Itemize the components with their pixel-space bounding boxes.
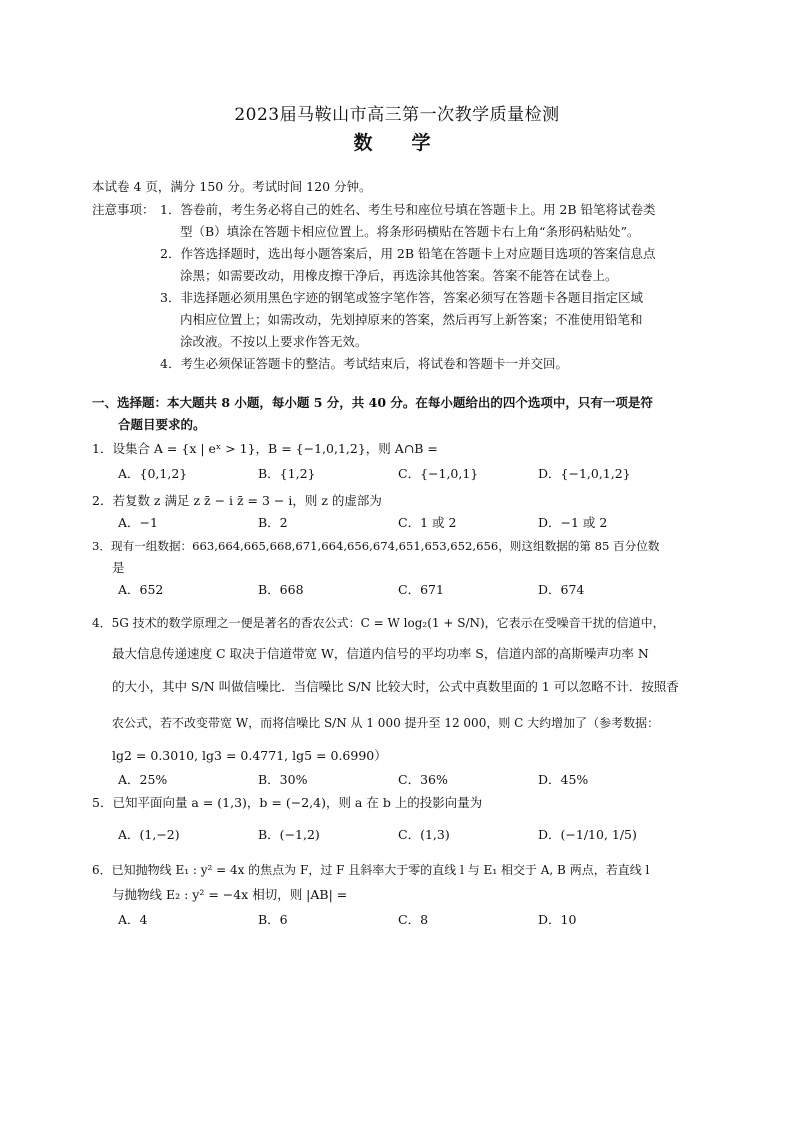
notice-item: 涂黑；如需要改动，用橡皮擦干净后，再选涂其他答案。答案不能答在试卷上。 <box>180 268 618 283</box>
question-4-cont: 农公式，若不改变带宽 W，而将信噪比 S/N 从 1 000 提升至 12 000，则 C 大约增加了（参考数据： <box>112 716 660 730</box>
q1-option-a: A．{0,1,2} <box>118 466 188 481</box>
q4-option-c: C．36% <box>398 772 448 787</box>
notice-item: 型（B）填涂在答题卡相应位置上。将条形码横贴在答题卡右上角“条形码粘贴处”。 <box>180 224 640 239</box>
notice-item: 3．非选择题必须用黑色字迹的钢笔或签字笔作答，答案必须写在答题卡各题目指定区域 <box>160 290 643 305</box>
question-5: 5．已知平面向量 a = (1,3)，b = (−2,4)，则 a 在 b 上的投影向量为 <box>92 795 483 810</box>
q6-option-c: C．8 <box>398 912 429 927</box>
question-6-cont: 与抛物线 E₂ : y² = −4x 相切，则 |AB| = <box>112 887 348 902</box>
question-1: 1．设集合 A = {x | eˣ > 1}，B = {−1,0,1,2}，则 A∩B = <box>92 441 438 456</box>
q4-option-d: D．45% <box>538 772 589 787</box>
q1-option-c: C．{−1,0,1} <box>398 466 479 481</box>
q2-option-a: A．−1 <box>118 515 158 530</box>
q3-option-c: C．671 <box>398 582 444 597</box>
q6-option-d: D．10 <box>538 912 577 927</box>
question-2: 2．若复数 z 满足 z z̄ − i z̄ = 3 − i，则 z 的虚部为 <box>92 493 382 508</box>
q4-option-a: A．25% <box>118 772 168 787</box>
section-heading-cont: 合题目要求的。 <box>118 417 206 432</box>
q2-option-b: B．2 <box>258 515 288 530</box>
q1-option-b: B．{1,2} <box>258 466 316 481</box>
q4-option-b: B．30% <box>258 772 308 787</box>
q5-option-a: A．(1,−2) <box>118 827 180 842</box>
intro-text: 本试卷 4 页，满分 150 分。考试时间 120 分钟。 <box>92 179 372 194</box>
notice-label: 注意事项： <box>92 202 155 217</box>
q5-option-b: B．(−1,2) <box>258 827 320 842</box>
question-6: 6．已知抛物线 E₁ : y² = 4x 的焦点为 F，过 F 且斜率大于零的直线 l 与 E₁ 相交于 A, B 两点，若直线 l <box>92 863 650 877</box>
q2-option-c: C．1 或 2 <box>398 515 457 530</box>
section-heading: 一、选择题：本大题共 8 小题，每小题 5 分，共 40 分。在每小题给出的四个选项中，只有一项是符 <box>92 395 653 410</box>
notice-item: 4．考生必须保证答题卡的整洁。考试结束后，将试卷和答题卡一并交回。 <box>160 356 568 371</box>
question-3: 3．现有一组数据：663,664,665,668,671,664,656,674,651,653,652,656，则这组数据的第 85 百分位数 <box>92 539 660 553</box>
q6-option-b: B．6 <box>258 912 288 927</box>
q3-option-b: B．668 <box>258 582 304 597</box>
q5-option-c: C．(1,3) <box>398 827 450 842</box>
question-4: 4．5G 技术的数学原理之一便是著名的香农公式：C = W log₂(1 + S/N)，它表示在受噪音干扰的信道中， <box>92 616 665 630</box>
question-4-cont: lg2 = 0.3010, lg3 = 0.4771, lg5 = 0.6990） <box>112 748 387 763</box>
q3-option-d: D．674 <box>538 582 585 597</box>
notice-item: 1．答卷前，考生务必将自己的姓名、考生号和座位号填在答题卡上。用 2B 铅笔将试卷类 <box>160 202 656 217</box>
exam-title: 2023届马鞍山市高三第一次教学质量检测 <box>234 105 560 125</box>
question-4-cont: 的大小，其中 S/N 叫做信噪比．当信噪比 S/N 比较大时，公式中真数里面的 1 可以忽略不计．按照香 <box>112 679 679 694</box>
q1-option-d: D．{−1,0,1,2} <box>538 466 631 481</box>
notice-item: 2．作答选择题时，选出每小题答案后，用 2B 铅笔在答题卡上对应题目选项的答案信息点 <box>160 246 656 261</box>
q5-option-d: D．(−1/10, 1/5) <box>538 827 637 842</box>
notice-item: 涂改液。不按以上要求作答无效。 <box>180 334 368 349</box>
exam-subject: 数 学 <box>353 132 441 154</box>
question-4-cont: 最大信息传递速度 C 取决于信道带宽 W，信道内信号的平均功率 S，信道内部的高斯噪声功率 N <box>112 646 649 661</box>
q2-option-d: D．−1 或 2 <box>538 515 608 530</box>
question-3-cont: 是 <box>112 560 125 575</box>
q3-option-a: A．652 <box>118 582 164 597</box>
q6-option-a: A．4 <box>118 912 148 927</box>
notice-item: 内相应位置上；如需改动，先划掉原来的答案，然后再写上新答案；不准使用铅笔和 <box>180 312 643 327</box>
